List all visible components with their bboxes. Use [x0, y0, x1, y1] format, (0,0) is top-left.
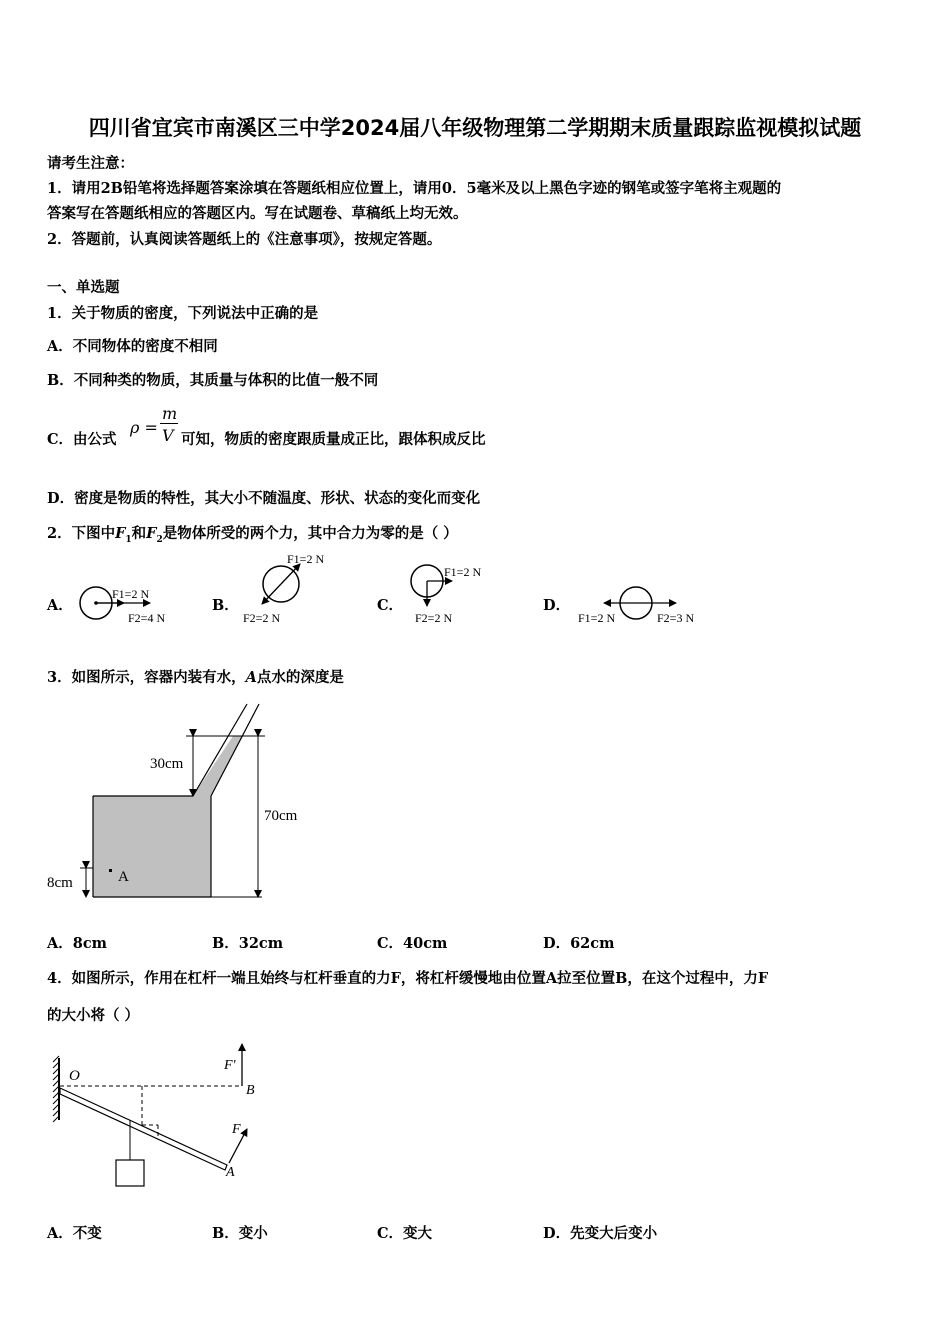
q2-f2: F — [146, 525, 157, 542]
q3-option-a: A．8cm — [47, 935, 108, 952]
q1-option-c-pre: C．由公式 — [47, 431, 117, 448]
q2-figure-a — [80, 587, 165, 625]
q4-option-b: B．变小 — [212, 1225, 268, 1242]
q2-f2-sub: 2 — [156, 534, 163, 545]
q2-f1: F — [115, 525, 126, 542]
q2-c-f1-label: F1=2 N — [444, 565, 482, 579]
q1-option-d: D．密度是物质的特性，其大小不随温度、形状、状态的变化而变化 — [47, 490, 481, 507]
q2-option-c-letter: C． — [377, 597, 404, 614]
q2-b-f1-label: F1=2 N — [287, 552, 325, 566]
q2-a-f2-label: F2=4 N — [128, 611, 166, 625]
q2-figure-d — [578, 587, 694, 625]
q2-option-b-letter: B． — [212, 597, 239, 614]
q4-stem-line1: 4．如图所示，作用在杠杆一端且始终与杠杆垂直的力F，将杠杆缓慢地由位置A拉至位置B，在这个过程中，力F — [47, 970, 769, 987]
q2-option-d-letter: D． — [543, 597, 571, 614]
q3-stem — [47, 666, 344, 687]
q2-stem-pre: 2．下图中 — [47, 525, 116, 542]
q2-d-f2-label: F2=3 N — [657, 611, 695, 625]
q3-label-8: 8cm — [47, 875, 73, 891]
section-heading: 一、单选题 — [47, 279, 120, 296]
q2-figure-b — [243, 552, 324, 625]
q3-label-30: 30cm — [150, 756, 184, 772]
q4-label-f: F — [232, 1122, 241, 1137]
q1-formula-denominator: V — [162, 426, 174, 445]
q1-option-a: A．不同物体的密度不相同 — [47, 338, 218, 355]
q4-label-a: A — [226, 1165, 235, 1180]
q2-stem-post: 是物体所受的两个力，其中合力为零的是（ ） — [162, 525, 458, 542]
q2-f1-sub: 1 — [125, 534, 132, 545]
q1-formula-numerator: m — [162, 404, 178, 423]
q2-a-f1-label: F1=2 N — [112, 587, 150, 601]
q3-label-a: A — [118, 869, 129, 885]
q4-option-a: A．不变 — [47, 1225, 102, 1242]
q4-label-fprime: F' — [224, 1058, 236, 1073]
q4-option-d: D．先变大后变小 — [543, 1225, 658, 1242]
notice-line-1b: 答案写在答题纸相应的答题区内。写在试题卷、草稿纸上均无效。 — [47, 205, 468, 222]
q4-stem-line2: 的大小将（ ） — [47, 1007, 140, 1024]
notice-heading: 请考生注意： — [47, 155, 134, 172]
q2-b-f2-label: F2=2 N — [243, 611, 281, 625]
q3-label-70: 70cm — [264, 808, 298, 824]
q4-label-o: O — [69, 1068, 80, 1084]
q2-d-f1-label: F1=2 N — [578, 611, 616, 625]
q3-point: A — [245, 669, 257, 686]
q1-option-b: B．不同种类的物质，其质量与体积的比值一般不同 — [47, 372, 379, 389]
q3-option-c: C．40cm — [377, 935, 448, 952]
q4-figure — [53, 1044, 255, 1186]
page-title: 四川省宜宾市南溪区三中学2024届八年级物理第二学期期末质量跟踪监视模拟试题 — [88, 116, 862, 140]
q2-option-a-letter: A． — [47, 597, 73, 614]
q2-and: 和 — [131, 525, 147, 542]
q3-option-b: B．32cm — [212, 935, 284, 952]
q2-figure-c — [411, 565, 481, 625]
q2-c-f2-label: F2=2 N — [415, 611, 453, 625]
q3-figure — [47, 704, 298, 897]
q3-option-d: D．62cm — [543, 935, 615, 952]
q1-stem: 1．关于物质的密度，下列说法中正确的是 — [47, 305, 319, 322]
q1-option-c-post: 可知，物质的密度跟质量成正比，跟体积成反比 — [181, 431, 486, 448]
q1-formula-lhs: ρ = — [130, 418, 158, 437]
q4-option-c: C．变大 — [377, 1225, 433, 1242]
q3-stem-pre: 3．如图所示，容器内装有水， — [47, 669, 246, 686]
q4-label-b: B — [246, 1083, 255, 1098]
notice-line-2: 2．答题前，认真阅读答题纸上的《注意事项》，按规定答题。 — [47, 231, 442, 248]
q3-stem-post: 点水的深度是 — [256, 669, 344, 686]
notice-line-1a: 1．请用2B铅笔将选择题答案涂填在答题纸相应位置上，请用0．5毫米及以上黑色字迹的钢笔或签字笔将主观题的 — [47, 180, 782, 197]
